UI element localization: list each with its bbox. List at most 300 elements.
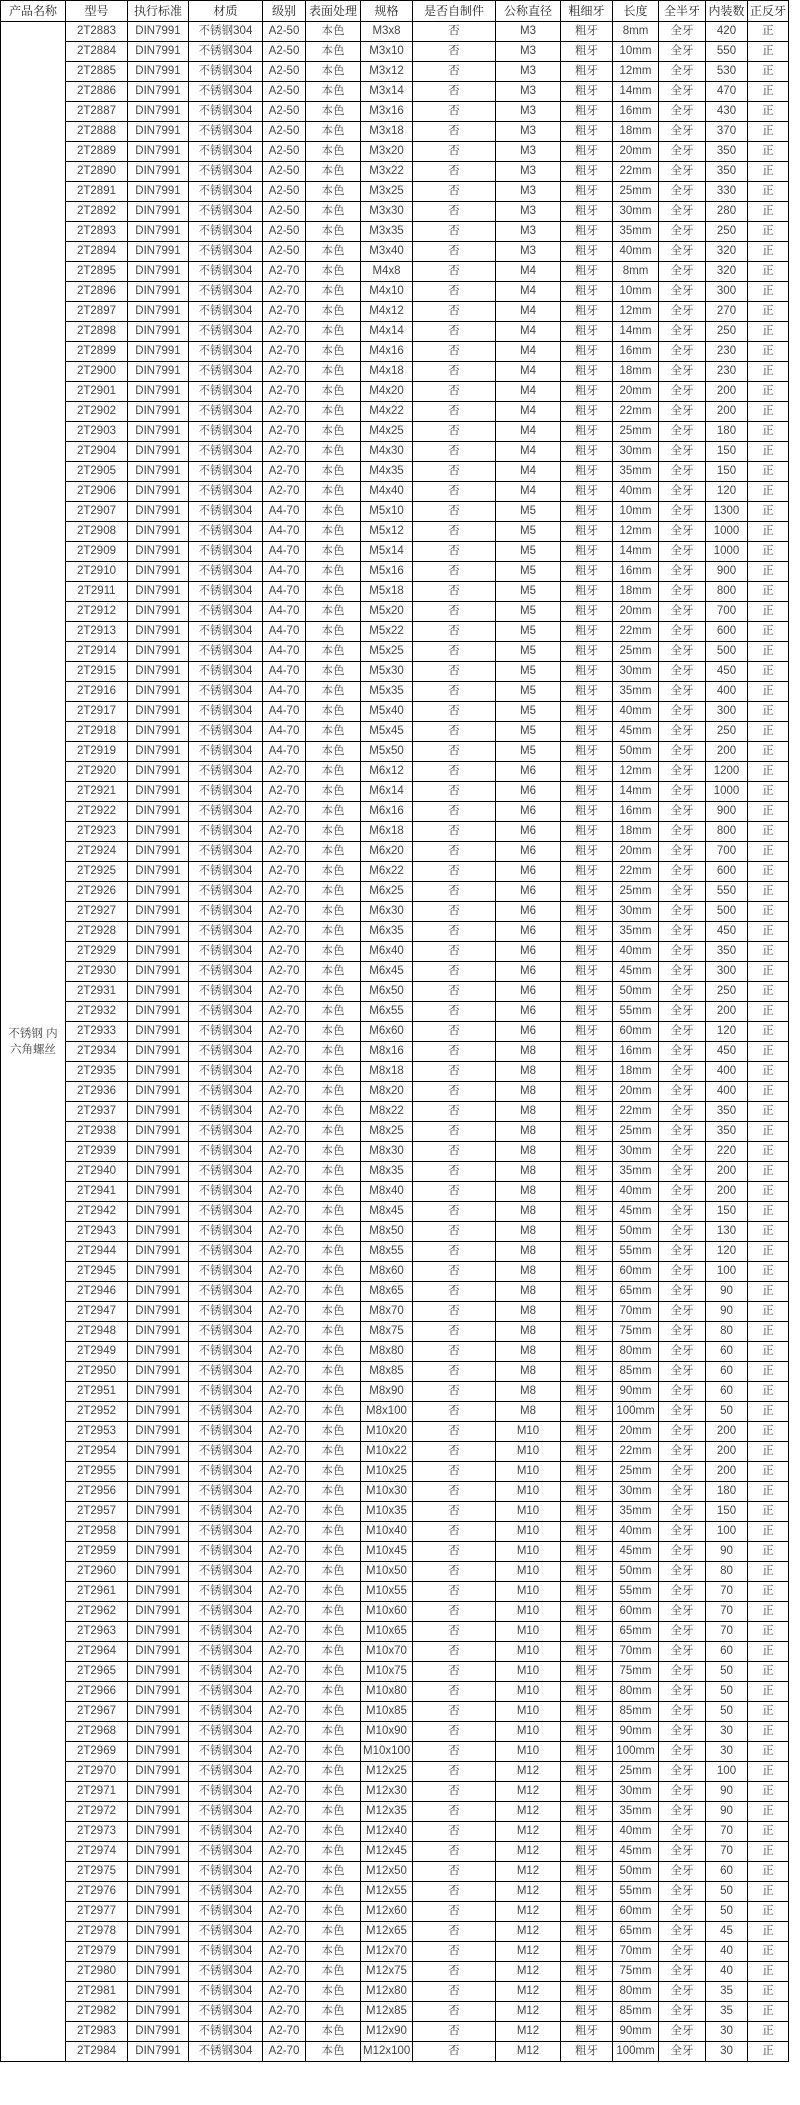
cell-thread-direction: 正 <box>748 1762 789 1782</box>
cell-length: 12mm <box>613 522 659 542</box>
cell-pack-qty: 250 <box>706 322 748 342</box>
table-row <box>1 1642 789 1662</box>
cell-pack-qty: 150 <box>706 1502 748 1522</box>
cell-model: 2T2886 <box>66 82 128 102</box>
cell-length: 16mm <box>613 802 659 822</box>
cell-surface: 本色 <box>306 1082 361 1102</box>
cell-diameter: M4 <box>496 402 561 422</box>
cell-thread-type: 全牙 <box>659 1342 706 1362</box>
cell-length: 10mm <box>613 502 659 522</box>
cell-material: 不锈钢304 <box>189 1002 263 1022</box>
cell-grade: A2-70 <box>263 1562 306 1582</box>
cell-thread-type: 全牙 <box>659 142 706 162</box>
cell-grade: A2-70 <box>263 1322 306 1342</box>
cell-standard: DIN7991 <box>128 702 189 722</box>
cell-grade: A2-70 <box>263 1582 306 1602</box>
cell-length: 45mm <box>613 1202 659 1222</box>
cell-thread-type: 全牙 <box>659 602 706 622</box>
cell-length: 40mm <box>613 482 659 502</box>
cell-grade: A2-70 <box>263 1182 306 1202</box>
cell-grade: A2-70 <box>263 382 306 402</box>
cell-pack-qty: 200 <box>706 1162 748 1182</box>
cell-model: 2T2903 <box>66 422 128 442</box>
cell-surface: 本色 <box>306 1702 361 1722</box>
cell-standard: DIN7991 <box>128 822 189 842</box>
cell-grade: A2-70 <box>263 2022 306 2042</box>
cell-grade: A4-70 <box>263 702 306 722</box>
cell-surface: 本色 <box>306 542 361 562</box>
cell-thread-pitch: 粗牙 <box>561 962 613 982</box>
cell-self-made: 否 <box>413 1922 496 1942</box>
table-row <box>1 162 789 182</box>
cell-model: 2T2920 <box>66 762 128 782</box>
cell-diameter: M4 <box>496 382 561 402</box>
cell-thread-pitch: 粗牙 <box>561 1782 613 1802</box>
cell-standard: DIN7991 <box>128 1942 189 1962</box>
cell-diameter: M10 <box>496 1442 561 1462</box>
cell-model: 2T2938 <box>66 1122 128 1142</box>
cell-diameter: M6 <box>496 762 561 782</box>
cell-surface: 本色 <box>306 922 361 942</box>
cell-standard: DIN7991 <box>128 1782 189 1802</box>
cell-self-made: 否 <box>413 702 496 722</box>
cell-length: 30mm <box>613 202 659 222</box>
cell-self-made: 否 <box>413 1222 496 1242</box>
cell-thread-type: 全牙 <box>659 1622 706 1642</box>
table-row <box>1 402 789 422</box>
table-row <box>1 102 789 122</box>
cell-material: 不锈钢304 <box>189 1862 263 1882</box>
cell-diameter: M6 <box>496 942 561 962</box>
cell-self-made: 否 <box>413 1002 496 1022</box>
cell-pack-qty: 130 <box>706 1222 748 1242</box>
cell-material: 不锈钢304 <box>189 622 263 642</box>
cell-diameter: M5 <box>496 502 561 522</box>
cell-surface: 本色 <box>306 1302 361 1322</box>
cell-self-made: 否 <box>413 322 496 342</box>
cell-thread-pitch: 粗牙 <box>561 1902 613 1922</box>
cell-model: 2T2974 <box>66 1842 128 1862</box>
cell-thread-pitch: 粗牙 <box>561 1102 613 1122</box>
table-row <box>1 802 789 822</box>
cell-material: 不锈钢304 <box>189 1522 263 1542</box>
cell-spec: M8x30 <box>361 1142 413 1162</box>
cell-thread-direction: 正 <box>748 1942 789 1962</box>
cell-material: 不锈钢304 <box>189 982 263 1002</box>
cell-thread-pitch: 粗牙 <box>561 1402 613 1422</box>
cell-surface: 本色 <box>306 142 361 162</box>
cell-standard: DIN7991 <box>128 1662 189 1682</box>
cell-diameter: M10 <box>496 1702 561 1722</box>
table-row <box>1 1722 789 1742</box>
cell-thread-direction: 正 <box>748 1662 789 1682</box>
cell-thread-direction: 正 <box>748 1682 789 1702</box>
cell-surface: 本色 <box>306 582 361 602</box>
cell-self-made: 否 <box>413 1562 496 1582</box>
cell-thread-direction: 正 <box>748 1162 789 1182</box>
cell-material: 不锈钢304 <box>189 1122 263 1142</box>
cell-self-made: 否 <box>413 362 496 382</box>
cell-thread-pitch: 粗牙 <box>561 802 613 822</box>
cell-self-made: 否 <box>413 2022 496 2042</box>
cell-self-made: 否 <box>413 822 496 842</box>
cell-grade: A2-50 <box>263 182 306 202</box>
cell-diameter: M8 <box>496 1042 561 1062</box>
table-row <box>1 1102 789 1122</box>
cell-material: 不锈钢304 <box>189 1462 263 1482</box>
cell-thread-pitch: 粗牙 <box>561 1422 613 1442</box>
table-row <box>1 1242 789 1262</box>
cell-standard: DIN7991 <box>128 1522 189 1542</box>
cell-surface: 本色 <box>306 562 361 582</box>
cell-model: 2T2965 <box>66 1662 128 1682</box>
cell-model: 2T2893 <box>66 222 128 242</box>
cell-material: 不锈钢304 <box>189 1702 263 1722</box>
cell-length: 45mm <box>613 722 659 742</box>
table-row <box>1 1062 789 1082</box>
cell-diameter: M12 <box>496 2042 561 2062</box>
cell-spec: M6x35 <box>361 922 413 942</box>
cell-model: 2T2926 <box>66 882 128 902</box>
cell-thread-direction: 正 <box>748 282 789 302</box>
table-row <box>1 1322 789 1342</box>
cell-surface: 本色 <box>306 1342 361 1362</box>
cell-pack-qty: 800 <box>706 822 748 842</box>
cell-thread-pitch: 粗牙 <box>561 1582 613 1602</box>
cell-diameter: M8 <box>496 1202 561 1222</box>
cell-standard: DIN7991 <box>128 2002 189 2022</box>
cell-length: 25mm <box>613 422 659 442</box>
cell-self-made: 否 <box>413 1442 496 1462</box>
cell-length: 45mm <box>613 962 659 982</box>
cell-spec: M6x55 <box>361 1002 413 1022</box>
cell-material: 不锈钢304 <box>189 762 263 782</box>
table-row <box>1 142 789 162</box>
cell-spec: M10x45 <box>361 1542 413 1562</box>
cell-spec: M5x20 <box>361 602 413 622</box>
cell-standard: DIN7991 <box>128 1622 189 1642</box>
cell-thread-pitch: 粗牙 <box>561 1662 613 1682</box>
cell-surface: 本色 <box>306 482 361 502</box>
cell-surface: 本色 <box>306 1622 361 1642</box>
cell-spec: M8x85 <box>361 1362 413 1382</box>
cell-material: 不锈钢304 <box>189 1602 263 1622</box>
cell-spec: M6x20 <box>361 842 413 862</box>
cell-surface: 本色 <box>306 1262 361 1282</box>
table-row <box>1 562 789 582</box>
cell-length: 30mm <box>613 902 659 922</box>
cell-thread-direction: 正 <box>748 382 789 402</box>
cell-standard: DIN7991 <box>128 2042 189 2062</box>
cell-pack-qty: 230 <box>706 342 748 362</box>
cell-model: 2T2966 <box>66 1682 128 1702</box>
cell-pack-qty: 200 <box>706 382 748 402</box>
cell-pack-qty: 420 <box>706 22 748 42</box>
cell-model: 2T2889 <box>66 142 128 162</box>
cell-model: 2T2932 <box>66 1002 128 1022</box>
cell-pack-qty: 60 <box>706 1382 748 1402</box>
table-row <box>1 622 789 642</box>
cell-grade: A2-70 <box>263 962 306 982</box>
cell-model: 2T2924 <box>66 842 128 862</box>
cell-length: 100mm <box>613 2042 659 2062</box>
cell-spec: M8x35 <box>361 1162 413 1182</box>
cell-diameter: M10 <box>496 1682 561 1702</box>
cell-thread-direction: 正 <box>748 902 789 922</box>
cell-pack-qty: 70 <box>706 1822 748 1842</box>
table-row <box>1 942 789 962</box>
cell-grade: A2-70 <box>263 942 306 962</box>
cell-material: 不锈钢304 <box>189 242 263 262</box>
cell-pack-qty: 45 <box>706 1922 748 1942</box>
cell-self-made: 否 <box>413 1522 496 1542</box>
cell-material: 不锈钢304 <box>189 1342 263 1362</box>
table-row <box>1 762 789 782</box>
cell-thread-direction: 正 <box>748 1422 789 1442</box>
cell-thread-direction: 正 <box>748 1922 789 1942</box>
cell-self-made: 否 <box>413 1382 496 1402</box>
cell-standard: DIN7991 <box>128 1602 189 1622</box>
cell-pack-qty: 100 <box>706 1762 748 1782</box>
cell-length: 35mm <box>613 1162 659 1182</box>
table-row <box>1 702 789 722</box>
cell-thread-type: 全牙 <box>659 1942 706 1962</box>
table-row <box>1 1442 789 1462</box>
cell-material: 不锈钢304 <box>189 322 263 342</box>
table-row <box>1 482 789 502</box>
cell-grade: A4-70 <box>263 522 306 542</box>
cell-material: 不锈钢304 <box>189 582 263 602</box>
cell-diameter: M5 <box>496 642 561 662</box>
cell-grade: A2-70 <box>263 282 306 302</box>
cell-material: 不锈钢304 <box>189 1102 263 1122</box>
cell-material: 不锈钢304 <box>189 402 263 422</box>
cell-standard: DIN7991 <box>128 1242 189 1262</box>
cell-spec: M8x20 <box>361 1082 413 1102</box>
cell-spec: M12x45 <box>361 1842 413 1862</box>
cell-spec: M10x70 <box>361 1642 413 1662</box>
cell-pack-qty: 200 <box>706 1182 748 1202</box>
cell-thread-pitch: 粗牙 <box>561 1282 613 1302</box>
cell-spec: M8x55 <box>361 1242 413 1262</box>
cell-surface: 本色 <box>306 642 361 662</box>
cell-thread-pitch: 粗牙 <box>561 202 613 222</box>
cell-thread-direction: 正 <box>748 2042 789 2062</box>
cell-material: 不锈钢304 <box>189 902 263 922</box>
cell-thread-type: 全牙 <box>659 1222 706 1242</box>
cell-grade: A2-70 <box>263 1002 306 1022</box>
table-row <box>1 82 789 102</box>
cell-self-made: 否 <box>413 1582 496 1602</box>
cell-thread-direction: 正 <box>748 822 789 842</box>
table-row <box>1 1622 789 1642</box>
cell-thread-pitch: 粗牙 <box>561 1722 613 1742</box>
cell-thread-type: 全牙 <box>659 1462 706 1482</box>
cell-thread-pitch: 粗牙 <box>561 422 613 442</box>
cell-thread-type: 全牙 <box>659 1422 706 1442</box>
cell-self-made: 否 <box>413 782 496 802</box>
table-row <box>1 1822 789 1842</box>
cell-thread-direction: 正 <box>748 22 789 42</box>
cell-thread-type: 全牙 <box>659 182 706 202</box>
cell-surface: 本色 <box>306 982 361 1002</box>
cell-thread-type: 全牙 <box>659 502 706 522</box>
cell-thread-type: 全牙 <box>659 882 706 902</box>
cell-surface: 本色 <box>306 1022 361 1042</box>
cell-surface: 本色 <box>306 22 361 42</box>
cell-thread-type: 全牙 <box>659 1662 706 1682</box>
cell-spec: M10x50 <box>361 1562 413 1582</box>
cell-self-made: 否 <box>413 1082 496 1102</box>
cell-thread-type: 全牙 <box>659 162 706 182</box>
cell-standard: DIN7991 <box>128 1822 189 1842</box>
cell-thread-type: 全牙 <box>659 542 706 562</box>
cell-model: 2T2942 <box>66 1202 128 1222</box>
cell-surface: 本色 <box>306 1282 361 1302</box>
cell-material: 不锈钢304 <box>189 22 263 42</box>
cell-model: 2T2946 <box>66 1282 128 1302</box>
cell-thread-pitch: 粗牙 <box>561 1762 613 1782</box>
cell-surface: 本色 <box>306 282 361 302</box>
cell-grade: A2-50 <box>263 202 306 222</box>
cell-standard: DIN7991 <box>128 1322 189 1342</box>
cell-diameter: M3 <box>496 62 561 82</box>
cell-self-made: 否 <box>413 1342 496 1362</box>
cell-thread-type: 全牙 <box>659 782 706 802</box>
cell-grade: A2-70 <box>263 462 306 482</box>
cell-material: 不锈钢304 <box>189 1722 263 1742</box>
cell-thread-type: 全牙 <box>659 1282 706 1302</box>
cell-thread-direction: 正 <box>748 202 789 222</box>
cell-self-made: 否 <box>413 882 496 902</box>
cell-thread-type: 全牙 <box>659 482 706 502</box>
cell-length: 60mm <box>613 1902 659 1922</box>
cell-grade: A2-70 <box>263 1982 306 2002</box>
cell-self-made: 否 <box>413 1762 496 1782</box>
cell-surface: 本色 <box>306 1402 361 1422</box>
cell-spec: M8x100 <box>361 1402 413 1422</box>
cell-pack-qty: 370 <box>706 122 748 142</box>
cell-thread-direction: 正 <box>748 762 789 782</box>
cell-spec: M10x80 <box>361 1682 413 1702</box>
cell-standard: DIN7991 <box>128 262 189 282</box>
cell-model: 2T2927 <box>66 902 128 922</box>
cell-standard: DIN7991 <box>128 62 189 82</box>
cell-diameter: M5 <box>496 622 561 642</box>
cell-length: 40mm <box>613 1522 659 1542</box>
cell-material: 不锈钢304 <box>189 882 263 902</box>
cell-model: 2T2954 <box>66 1442 128 1462</box>
cell-surface: 本色 <box>306 1502 361 1522</box>
table-row <box>1 602 789 622</box>
cell-spec: M3x40 <box>361 242 413 262</box>
cell-diameter: M6 <box>496 962 561 982</box>
cell-surface: 本色 <box>306 1982 361 2002</box>
cell-standard: DIN7991 <box>128 622 189 642</box>
cell-grade: A2-70 <box>263 302 306 322</box>
cell-spec: M10x25 <box>361 1462 413 1482</box>
cell-surface: 本色 <box>306 762 361 782</box>
cell-grade: A2-70 <box>263 402 306 422</box>
cell-material: 不锈钢304 <box>189 1942 263 1962</box>
cell-spec: M4x40 <box>361 482 413 502</box>
cell-standard: DIN7991 <box>128 222 189 242</box>
cell-spec: M5x50 <box>361 742 413 762</box>
cell-grade: A2-70 <box>263 1282 306 1302</box>
cell-self-made: 否 <box>413 522 496 542</box>
cell-diameter: M12 <box>496 1942 561 1962</box>
cell-self-made: 否 <box>413 622 496 642</box>
cell-spec: M5x22 <box>361 622 413 642</box>
cell-surface: 本色 <box>306 1362 361 1382</box>
cell-spec: M8x80 <box>361 1342 413 1362</box>
cell-self-made: 否 <box>413 1682 496 1702</box>
cell-standard: DIN7991 <box>128 1402 189 1422</box>
cell-length: 40mm <box>613 1182 659 1202</box>
cell-diameter: M3 <box>496 222 561 242</box>
cell-thread-direction: 正 <box>748 1582 789 1602</box>
cell-pack-qty: 300 <box>706 282 748 302</box>
table-row <box>1 682 789 702</box>
cell-material: 不锈钢304 <box>189 142 263 162</box>
product-name-cell <box>1 22 66 2062</box>
cell-pack-qty: 180 <box>706 422 748 442</box>
cell-thread-type: 全牙 <box>659 1162 706 1182</box>
cell-surface: 本色 <box>306 442 361 462</box>
cell-pack-qty: 50 <box>706 1882 748 1902</box>
cell-self-made: 否 <box>413 1102 496 1122</box>
cell-material: 不锈钢304 <box>189 1222 263 1242</box>
cell-material: 不锈钢304 <box>189 122 263 142</box>
cell-thread-direction: 正 <box>748 1802 789 1822</box>
cell-self-made: 否 <box>413 962 496 982</box>
cell-thread-pitch: 粗牙 <box>561 1802 613 1822</box>
table-row <box>1 1282 789 1302</box>
cell-thread-direction: 正 <box>748 642 789 662</box>
cell-material: 不锈钢304 <box>189 1042 263 1062</box>
cell-surface: 本色 <box>306 1562 361 1582</box>
cell-thread-pitch: 粗牙 <box>561 1542 613 1562</box>
cell-grade: A2-70 <box>263 1602 306 1622</box>
cell-thread-pitch: 粗牙 <box>561 922 613 942</box>
cell-diameter: M8 <box>496 1402 561 1422</box>
table-row <box>1 1542 789 1562</box>
cell-standard: DIN7991 <box>128 782 189 802</box>
cell-material: 不锈钢304 <box>189 1242 263 1262</box>
cell-self-made: 否 <box>413 202 496 222</box>
cell-diameter: M10 <box>496 1742 561 1762</box>
table-row <box>1 1902 789 1922</box>
cell-grade: A2-70 <box>263 1082 306 1102</box>
cell-thread-type: 全牙 <box>659 1782 706 1802</box>
cell-spec: M8x22 <box>361 1102 413 1122</box>
cell-self-made: 否 <box>413 862 496 882</box>
cell-standard: DIN7991 <box>128 362 189 382</box>
cell-surface: 本色 <box>306 1682 361 1702</box>
cell-thread-type: 全牙 <box>659 1042 706 1062</box>
cell-material: 不锈钢304 <box>189 182 263 202</box>
cell-spec: M12x55 <box>361 1882 413 1902</box>
cell-thread-direction: 正 <box>748 1242 789 1262</box>
cell-self-made: 否 <box>413 1842 496 1862</box>
cell-pack-qty: 70 <box>706 1622 748 1642</box>
cell-thread-pitch: 粗牙 <box>561 1862 613 1882</box>
cell-pack-qty: 90 <box>706 1542 748 1562</box>
table-row <box>1 382 789 402</box>
cell-grade: A2-70 <box>263 1722 306 1742</box>
cell-thread-pitch: 粗牙 <box>561 722 613 742</box>
cell-model: 2T2964 <box>66 1642 128 1662</box>
